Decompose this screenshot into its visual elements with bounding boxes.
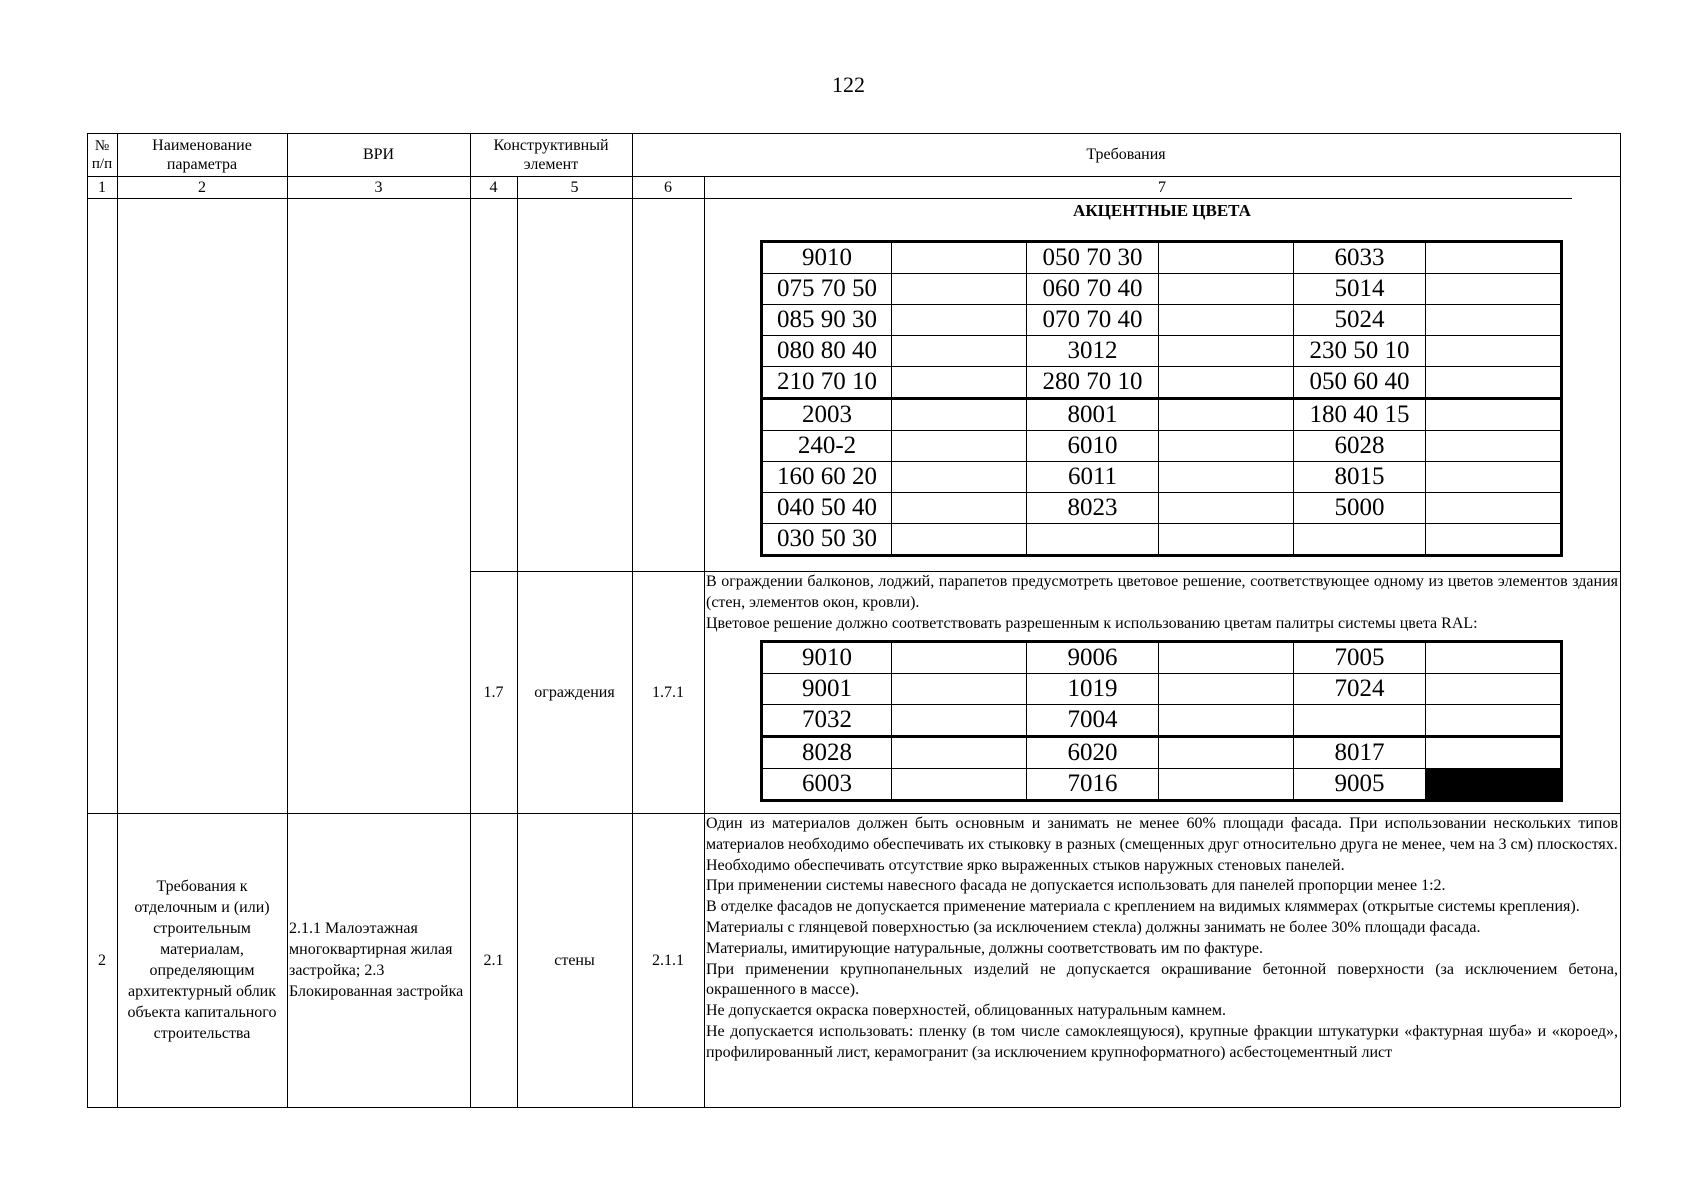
accent-color-table [760,240,1563,557]
ral-color-table [760,640,1563,802]
color-code: 5024 [1294,305,1426,336]
color-code: 8015 [1294,462,1426,493]
col-number: 2 [198,178,206,196]
color-code: 050 70 30 [1027,242,1159,274]
color-code: 8028 [762,737,892,769]
color-code: 1019 [1027,674,1159,705]
color-code: 180 40 15 [1294,399,1426,431]
color-code: 5014 [1294,274,1426,305]
color-code: 040 50 40 [762,493,892,524]
color-code: 075 70 50 [762,274,892,305]
table-row [762,737,1562,769]
table-row [762,674,1562,705]
requirement-paragraph: При применении крупнопанельных изделий не допускается окрашивание бетонной поверхности (за исключением бетона, окрашенного в массе). [706,960,1618,999]
col-number: 1 [98,178,106,196]
row2-vri: 2.1.1 Малоэтажная многоквартирная жилая застройка; 2.3 Блокированная застройка [289,920,464,1000]
table-row [762,431,1562,462]
fence-section-number: 1.7 [483,683,504,701]
fence-requirements [706,572,1618,634]
header-num: № п/п [91,137,113,172]
color-code: 6020 [1027,737,1159,769]
row2-number: 2 [98,951,106,969]
header-param: Наименование параметра [152,136,252,173]
color-code: 3012 [1027,336,1159,367]
color-code: 5000 [1294,493,1426,524]
color-code: 6011 [1027,462,1159,493]
color-code: 9006 [1027,642,1159,674]
row2-parameter: Требования к отделочным и (или) строительным материалам, определяющим архитектурный облик объекта капитального строительства [127,878,277,1042]
table-row [762,705,1562,737]
row2-requirements [706,814,1618,1106]
requirement-paragraph: Материалы с глянцевой поверхностью (за исключением стекла) должны занимать не более 30% площади фасада. [706,918,1481,936]
color-code: 7004 [1027,705,1159,737]
table-row [762,305,1562,336]
page-number: 122 [832,72,865,97]
color-code: 030 50 30 [762,524,892,556]
fence-text-1: В ограждении балконов, лоджий, парапетов предусмотреть цветовое решение, соответствующее одному из цветов элементов здания (стен, элементов окон, кровли). [706,573,1618,611]
color-code: 6003 [762,769,892,801]
color-code: 060 70 40 [1027,274,1159,305]
table-row [762,367,1562,399]
color-code: 070 70 40 [1027,305,1159,336]
color-code: 280 70 10 [1027,367,1159,399]
color-code: 9005 [1294,769,1426,801]
requirement-paragraph: В отделке фасадов не допускается применение материала с креплением на видимых кляммерах (открытые системы крепления). [706,898,1580,916]
color-code: 7032 [762,705,892,737]
table-row [762,399,1562,431]
fence-element: ограждения [534,683,615,701]
requirement-paragraph: Материалы, имитирующие натуральные, должны соответствовать им по фактуре. [706,939,1263,957]
table-row [762,274,1562,305]
fence-code: 1.7.1 [652,683,684,701]
color-code: 9010 [762,642,892,674]
color-code [1027,524,1159,556]
color-code: 8023 [1027,493,1159,524]
color-code: 7005 [1294,642,1426,674]
col-number: 3 [374,178,383,196]
row2-element: стены [554,951,595,969]
color-code [1294,524,1426,556]
color-code: 8001 [1027,399,1159,431]
requirement-paragraph: Не допускается использовать: пленку (в том числе самоклеящуюся), крупные фракции штукатурки «фактурная шуба» и «короед», профилированный лист, керамогранит (за исключением крупноформатного) асбестоцементный лист [706,1022,1618,1061]
row2-section-number: 2.1 [483,951,504,969]
header-element: Конструктивный элемент [493,136,609,173]
col-number: 6 [664,178,672,196]
requirement-paragraph: Не допускается окраска поверхностей, облицованных натуральным камнем. [706,1002,1227,1020]
table-row [762,462,1562,493]
table-row [762,493,1562,524]
color-code: 210 70 10 [762,367,892,399]
color-code: 230 50 10 [1294,336,1426,367]
requirement-paragraph: Необходимо обеспечивать отсутствие ярко выраженных стыков наружных стеновых панелей. [706,856,1345,874]
color-code: 9001 [762,674,892,705]
col-number: 4 [489,178,498,196]
color-code: 080 80 40 [762,336,892,367]
accent-title: АКЦЕНТНЫЕ ЦВЕТА [1073,200,1251,220]
color-code: 6028 [1294,431,1426,462]
color-code: 7024 [1294,674,1426,705]
table-row [762,769,1562,801]
table-row [762,336,1562,367]
color-code: 8017 [1294,737,1426,769]
color-code: 240-2 [762,431,892,462]
color-code: 085 90 30 [762,305,892,336]
color-code [1294,705,1426,737]
color-code: 6010 [1027,431,1159,462]
color-code: 9010 [762,242,892,274]
color-swatch-black [1426,769,1562,801]
table-row [762,242,1562,274]
table-row [762,524,1562,556]
header-requirements: Требования [1086,146,1166,163]
requirement-paragraph: Один из материалов должен быть основным и занимать не менее 60% площади фасада. При использовании нескольких типов материалов необходимо обеспечивать их стыковку в разных (смещенных друг относительно друга не менее, чем на 3 см) плоскостях. [706,815,1618,853]
color-code: 050 60 40 [1294,367,1426,399]
row2-code: 2.1.1 [652,951,684,969]
color-code: 7016 [1027,769,1159,801]
table-row [762,642,1562,674]
requirement-paragraph: При применении системы навесного фасада не допускается использовать для панелей пропорции менее 1:2. [706,877,1446,895]
header-vri: ВРИ [362,146,395,163]
col-number: 7 [1158,178,1166,196]
color-code: 2003 [762,399,892,431]
col-number: 5 [570,178,579,196]
color-code: 6033 [1294,242,1426,274]
fence-text-2: Цветовое решение должно соответствовать разрешенным к использованию цветам палитры системы цвета RAL: [706,614,1478,632]
color-code: 160 60 20 [762,462,892,493]
